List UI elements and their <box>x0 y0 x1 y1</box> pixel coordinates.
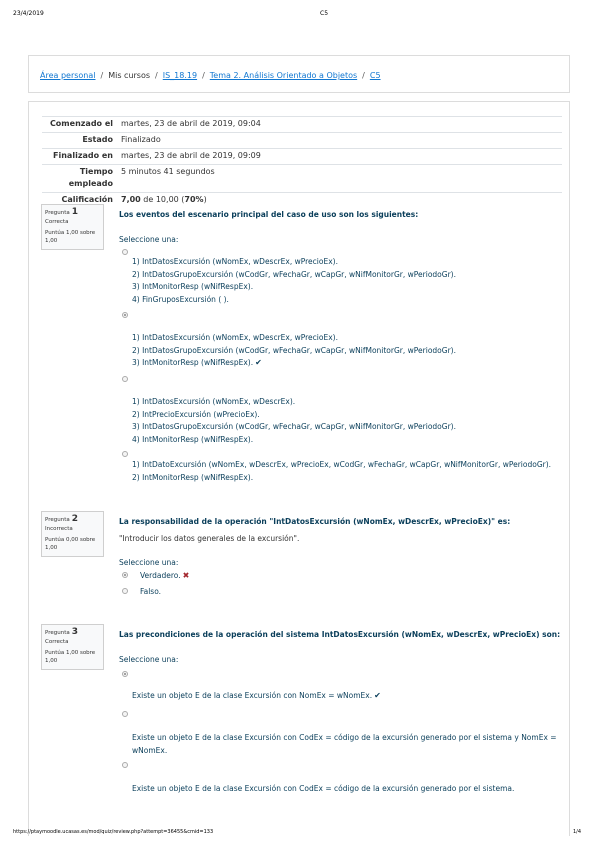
question-num: 2 <box>71 514 78 524</box>
correct-check-icon: ✔ <box>255 358 262 367</box>
question-num: 3 <box>71 627 78 637</box>
breadcrumb-sep: / <box>155 71 158 80</box>
question-state: Correcta <box>45 219 69 225</box>
answer-line: 2) IntDatosGrupoExcursión (wCodGr, wFechaGr, wCapGr, wNifMonitorGr, wPeriodoGr). <box>132 345 456 355</box>
answer-line: 2) IntDatosGrupoExcursión (wCodGr, wFechaGr, wCapGr, wNifMonitorGr, wPeriodoGr). <box>132 269 456 279</box>
answer-option: Falso. <box>140 587 162 596</box>
answer-line: 3) IntMonitorResp (wNifRespEx). ✔ <box>132 358 262 367</box>
print-url: https://ptaymoodle.ucasas.es/mod/quiz/review.php?attempt=36455&cmid=133 <box>13 829 214 835</box>
answer-option: Existe un objeto E de la clase Excursión con NomEx = wNomEx. ✔ <box>132 691 381 700</box>
print-title: C5 <box>320 10 329 17</box>
select-one-prompt: Seleccione una: <box>119 558 179 567</box>
answer-option <box>132 732 557 757</box>
summary-label: Comenzado el <box>42 117 117 133</box>
summary-label: Calificación <box>42 193 117 209</box>
question-info <box>41 511 104 557</box>
grade-close: ) <box>203 195 207 204</box>
breadcrumb-topic[interactable]: Tema 2. Análisis Orientado a Objetos <box>209 71 358 80</box>
answer-line: 3) IntMonitorResp (wNifRespEx). <box>132 282 254 291</box>
answer-line: 2) IntMonitorResp (wNifRespEx). <box>132 472 254 482</box>
answer-line: Existe un objeto E de la clase Excursión con CodEx = código de la excursión generado por el sistema y NomEx = <box>132 733 557 742</box>
answer-radio[interactable] <box>122 762 128 768</box>
question-state: Incorrecta <box>45 526 73 532</box>
breadcrumb-course[interactable]: IS_18.19 <box>162 71 198 80</box>
answer-line: 1) IntDatoExcursión (wNomEx, wDescrEx, wPrecioEx, wCodGr, wFechaGr, wCapGr, wNifMonitorGr, wPeriodoGr). <box>132 460 552 469</box>
print-page: 1/4 <box>573 829 582 835</box>
breadcrumb-sep: / <box>362 71 365 80</box>
answer-radio[interactable] <box>122 376 128 382</box>
question-number <box>45 515 100 524</box>
answer-option: Existe un objeto E de la clase Excursión con CodEx = código de la excursión generado por el sistema. <box>132 784 515 793</box>
summary-label: Estado <box>42 133 117 149</box>
answer-radio[interactable] <box>122 451 128 457</box>
grade-value <box>117 193 562 209</box>
answer-radio[interactable] <box>122 588 128 594</box>
answer-line: wNomEx. <box>132 745 168 755</box>
answer-radio-selected[interactable] <box>122 312 128 318</box>
attempt-summary <box>42 116 562 208</box>
quiz-review <box>28 101 570 836</box>
print-date: 23/4/2019 <box>13 10 44 17</box>
breadcrumb-quiz[interactable]: C5 <box>369 71 381 80</box>
summary-value: martes, 23 de abril de 2019, 09:04 <box>117 117 562 133</box>
answer-option <box>132 459 551 484</box>
breadcrumb-sep: / <box>202 71 205 80</box>
question-text: La responsabilidad de la operación "IntDatosExcursión (wNomEx, wDescrEx, wPrecioEx)" es: <box>119 517 511 526</box>
question-state: Correcta <box>45 639 69 645</box>
question-label: Pregunta <box>45 517 70 523</box>
summary-label: Tiempo empleado <box>42 165 117 193</box>
breadcrumb <box>28 55 570 93</box>
select-one-prompt: Seleccione una: <box>119 235 179 244</box>
question-text: Las precondiciones de la operación del sistema IntDatosExcursión (wNomEx, wDescrEx, wPrecioEx) son: <box>119 630 561 639</box>
question-number <box>45 628 100 637</box>
breadcrumb-my-courses: Mis cursos <box>108 71 151 80</box>
question-quote: "Introducir los datos generales de la excursión". <box>119 534 300 543</box>
answer-line: 3) IntDatosGrupoExcursión (wCodGr, wFechaGr, wCapGr, wNifMonitorGr, wPeriodoGr). <box>132 422 456 431</box>
question-info <box>41 624 104 670</box>
breadcrumb-home[interactable]: Área personal <box>40 71 96 80</box>
grade-percent: 70% <box>184 195 204 204</box>
answer-option <box>132 256 456 306</box>
question-info <box>41 204 104 250</box>
answer-line: 2) IntPrecioExcursión (wPrecioEx). <box>132 409 260 419</box>
grade: 7,00 <box>121 195 141 204</box>
answer-line: 1) IntDatosExcursión (wNomEx, wDescrEx, wPrecioEx). <box>132 257 338 266</box>
question-text: Los eventos del escenario principal del caso de uso son los siguientes: <box>119 210 419 219</box>
summary-value: Finalizado <box>117 133 562 149</box>
answer-line: 1) IntDatosExcursión (wNomEx, wDescrEx, wPrecioEx). <box>132 333 338 342</box>
select-one-prompt: Seleccione una: <box>119 655 179 664</box>
summary-row <box>42 133 562 149</box>
incorrect-x-icon: ✖ <box>182 571 190 580</box>
grade-max: de 10,00 ( <box>143 195 185 204</box>
answer-radio[interactable] <box>122 249 128 255</box>
question-number <box>45 208 100 217</box>
answer-line: 4) FinGruposExcursión ( ). <box>132 294 229 304</box>
summary-row <box>42 165 562 193</box>
answer-radio[interactable] <box>122 711 128 717</box>
answer-line: 1) IntDatosExcursión (wNomEx, wDescrEx). <box>132 397 296 406</box>
question-score: Puntúa 1,00 sobre 1,00 <box>45 230 96 244</box>
answer-option <box>132 396 456 446</box>
answer-line: 4) IntMonitorResp (wNifRespEx). <box>132 434 254 444</box>
question-label: Pregunta <box>45 210 70 216</box>
question-label: Pregunta <box>45 630 70 636</box>
summary-row <box>42 117 562 133</box>
summary-label: Finalizado en <box>42 149 117 165</box>
question-num: 1 <box>71 207 78 217</box>
question-score: Puntúa 1,00 sobre 1,00 <box>45 650 96 664</box>
answer-option: Verdadero. ✖ <box>140 571 190 580</box>
question-score: Puntúa 0,00 sobre 1,00 <box>45 537 96 551</box>
answer-option <box>132 332 456 370</box>
answer-radio-selected[interactable] <box>122 671 128 677</box>
breadcrumb-sep: / <box>100 71 104 80</box>
summary-value: 5 minutos 41 segundos <box>117 165 562 193</box>
summary-row <box>42 193 562 209</box>
answer-radio-selected[interactable] <box>122 572 128 578</box>
correct-check-icon: ✔ <box>374 691 381 700</box>
summary-value: martes, 23 de abril de 2019, 09:09 <box>117 149 562 165</box>
summary-row <box>42 149 562 165</box>
